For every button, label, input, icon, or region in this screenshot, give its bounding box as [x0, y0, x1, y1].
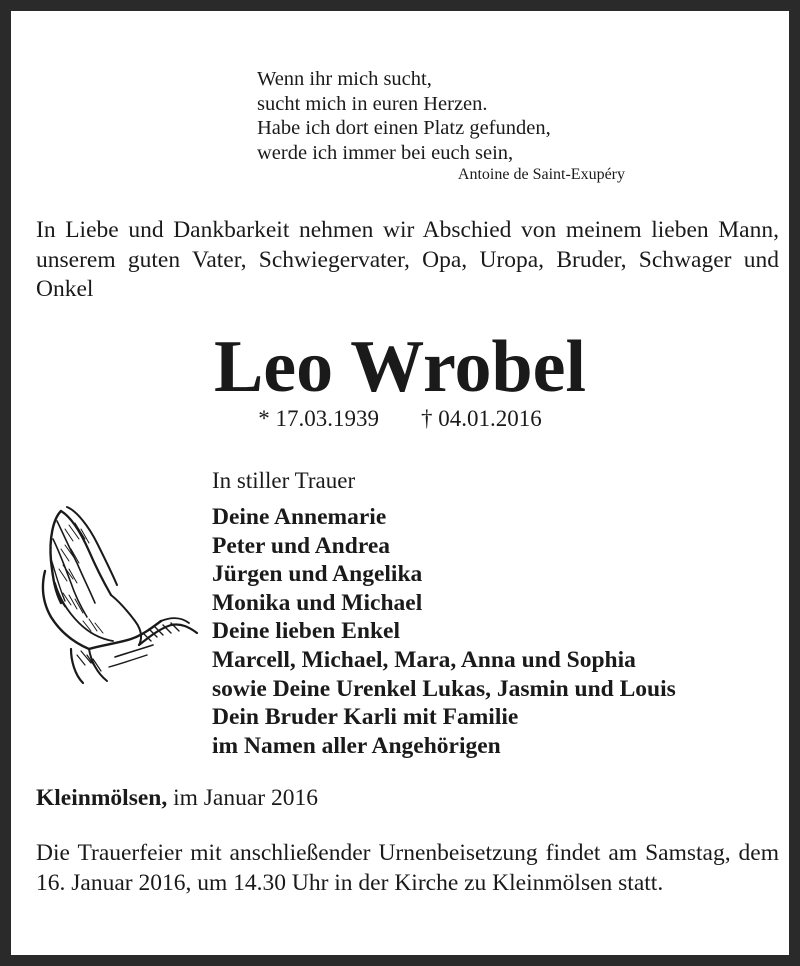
birth-date: * 17.03.1939: [258, 406, 379, 431]
poem-line: Habe ich dort einen Platz gefunden,: [257, 117, 551, 139]
poem-author: Antoine de Saint-Exupéry: [457, 166, 625, 183]
poem-line: werde ich immer bei euch sein,: [257, 141, 514, 164]
mourner-line: Deine Annemarie: [212, 504, 387, 530]
mourner-line: Marcell, Michael, Mara, Anna und Sophia: [212, 646, 636, 673]
death-date: † 04.01.2016: [421, 406, 542, 431]
place-and-date: [36, 783, 318, 813]
mourner-line: sowie Deine Urenkel Lukas, Jasmin und Louis: [212, 675, 676, 702]
mourning-label: In stiller Trauer: [212, 468, 356, 493]
mourner-line: Deine lieben Enkel: [212, 618, 401, 645]
notice-date: im Januar 2016: [173, 785, 318, 811]
farewell-intro: In Liebe und Dankbarkeit nehmen wir Abschied von meinem lieben Mann, unserem guten Vater, Schwiegervater, Opa, Uropa, Bruder, Schwager und Onkel: [36, 217, 779, 302]
poem-quote: [257, 67, 637, 186]
mourner-line: Monika und Michael: [212, 589, 423, 616]
mourner-line: im Namen aller Angehörigen: [212, 732, 501, 759]
mourners-list: [212, 503, 676, 760]
mourner-line: Peter und Andrea: [212, 532, 391, 559]
mourner-line: Dein Bruder Karli mit Familie: [212, 704, 519, 731]
praying-hands-icon: [31, 499, 199, 687]
funeral-service-info: Die Trauerfeier mit anschließender Urnenbeisetzung findet am Samstag, dem 16. Januar 2016, um 14.30 Uhr in der Kirche zu Kleinmölsen statt.: [36, 840, 779, 896]
poem-line: Wenn ihr mich sucht,: [257, 68, 432, 90]
deceased-name: Leo Wrobel: [213, 326, 587, 408]
life-dates: [11, 404, 789, 434]
mourner-line: Jürgen und Angelika: [212, 561, 423, 588]
town-name: Kleinmölsen,: [36, 785, 168, 811]
poem-line: sucht mich in euren Herzen.: [257, 92, 488, 115]
